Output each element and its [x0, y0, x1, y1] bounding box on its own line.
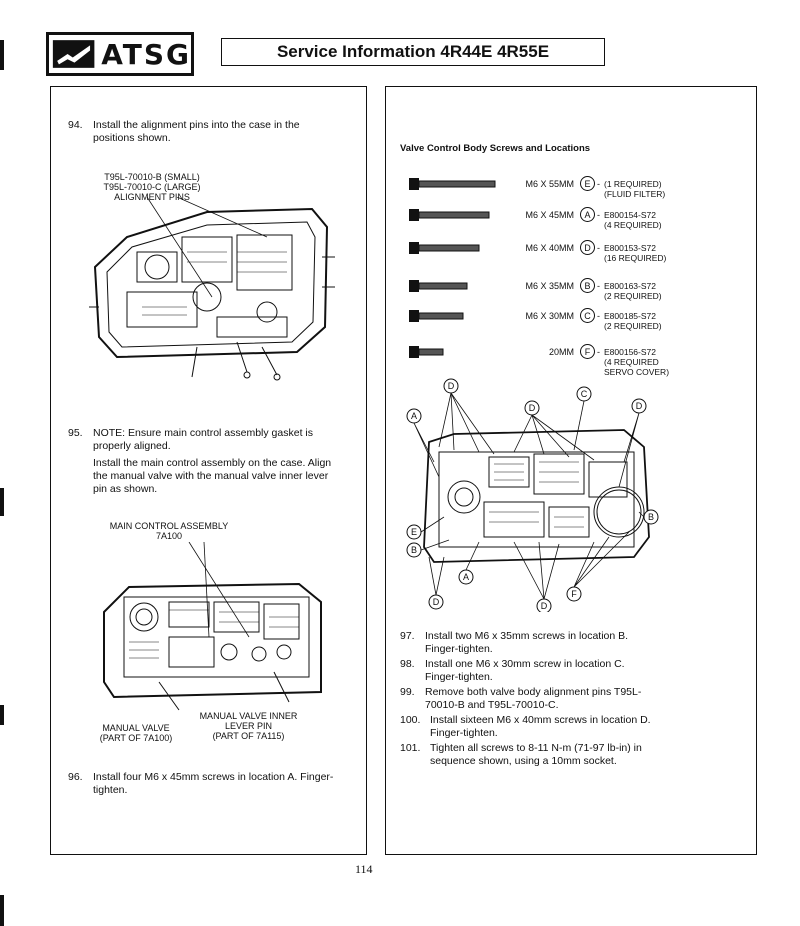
screw-icon [408, 345, 498, 359]
screw-icon [408, 177, 498, 191]
callout-b: B [410, 545, 418, 555]
callout-b: B [647, 512, 655, 522]
binding-mark [0, 40, 4, 70]
screw-row: M6 X 40MM D - E800153-S72 (16 REQUIRED) [408, 241, 748, 263]
callout-c: C [580, 389, 588, 399]
main-control-caption: MAIN CONTROL ASSEMBLY 7A100 [109, 521, 229, 541]
screw-icon [408, 279, 498, 293]
callout-d: D [447, 381, 455, 391]
screw-icon [408, 241, 498, 255]
step-98: 98. Install one M6 x 30mm screw in location C. Finger-tighten. [400, 658, 625, 683]
alignment-pins-caption: T95L-70010-B (SMALL) T95L-70010-C (LARGE) ALIGNMENT PINS [103, 172, 201, 202]
flag-icon [52, 36, 95, 72]
manual-valve-caption: MANUAL VALVE (PART OF 7A100) [99, 723, 173, 743]
left-panel [50, 86, 367, 855]
callout-a: A [410, 411, 418, 421]
page-title: Service Information 4R44E 4R55E [221, 38, 605, 66]
case-alignment-pins-figure [87, 197, 337, 382]
screw-row: M6 X 45MM A - E800154-S72 (4 REQUIRED) [408, 208, 748, 230]
callout-d: D [528, 403, 536, 413]
step-97: 97. Install two M6 x 35mm screws in location B. Finger-tighten. [400, 630, 629, 655]
screw-icon [408, 309, 498, 323]
logo-text: ATSG [101, 37, 191, 71]
main-control-install-figure [99, 542, 329, 712]
screw-icon [408, 208, 498, 222]
right-panel [385, 86, 757, 855]
screw-row: M6 X 55MM E - (1 REQUIRED) (FLUID FILTER) [408, 177, 748, 199]
step-96: 96. Install four M6 x 45mm screws in location A. Finger-tighten. [68, 771, 334, 796]
step-100: 100. Install sixteen M6 x 40mm screws in location D. Finger-tighten. [400, 714, 651, 739]
binding-mark [0, 488, 4, 516]
inner-lever-pin-caption: MANUAL VALVE INNER LEVER PIN (PART OF 7A115) [199, 711, 298, 741]
screw-row: M6 X 35MM B - E800163-S72 (2 REQUIRED) [408, 279, 748, 301]
step-99: 99. Remove both valve body alignment pins T95L-70010-B and T95L-70010-C. [400, 686, 642, 711]
screw-row: M6 X 30MM C - E800185-S72 (2 REQUIRED) [408, 309, 748, 331]
callout-e: E [410, 527, 418, 537]
step-95: 95. NOTE: Ensure main control assembly gasket is properly aligned. Install the main control assembly on the case. Align the manual valve with the manual valve inner lever pin as shown. [68, 427, 332, 495]
callout-a: A [462, 572, 470, 582]
binding-mark [0, 705, 4, 725]
page-number: 114 [355, 862, 373, 876]
callout-d: D [540, 601, 548, 611]
callout-d: D [432, 597, 440, 607]
screw-row: 20MM F - E800156-S72 (4 REQUIRED SERVO COVER) [408, 345, 748, 367]
valve-body-location-figure [394, 372, 664, 612]
callout-f: F [571, 589, 577, 599]
step-94: 94. Install the alignment pins into the case in the positions shown. [68, 119, 300, 144]
step-101: 101. Tighten all screws to 8-11 N-m (71-97 lb-in) in sequence shown, using a 10mm socket. [400, 742, 642, 767]
binding-mark [0, 895, 4, 926]
callout-d: D [635, 401, 643, 411]
atsg-logo [46, 32, 194, 76]
screws-table-title: Valve Control Body Screws and Locations [400, 143, 591, 154]
